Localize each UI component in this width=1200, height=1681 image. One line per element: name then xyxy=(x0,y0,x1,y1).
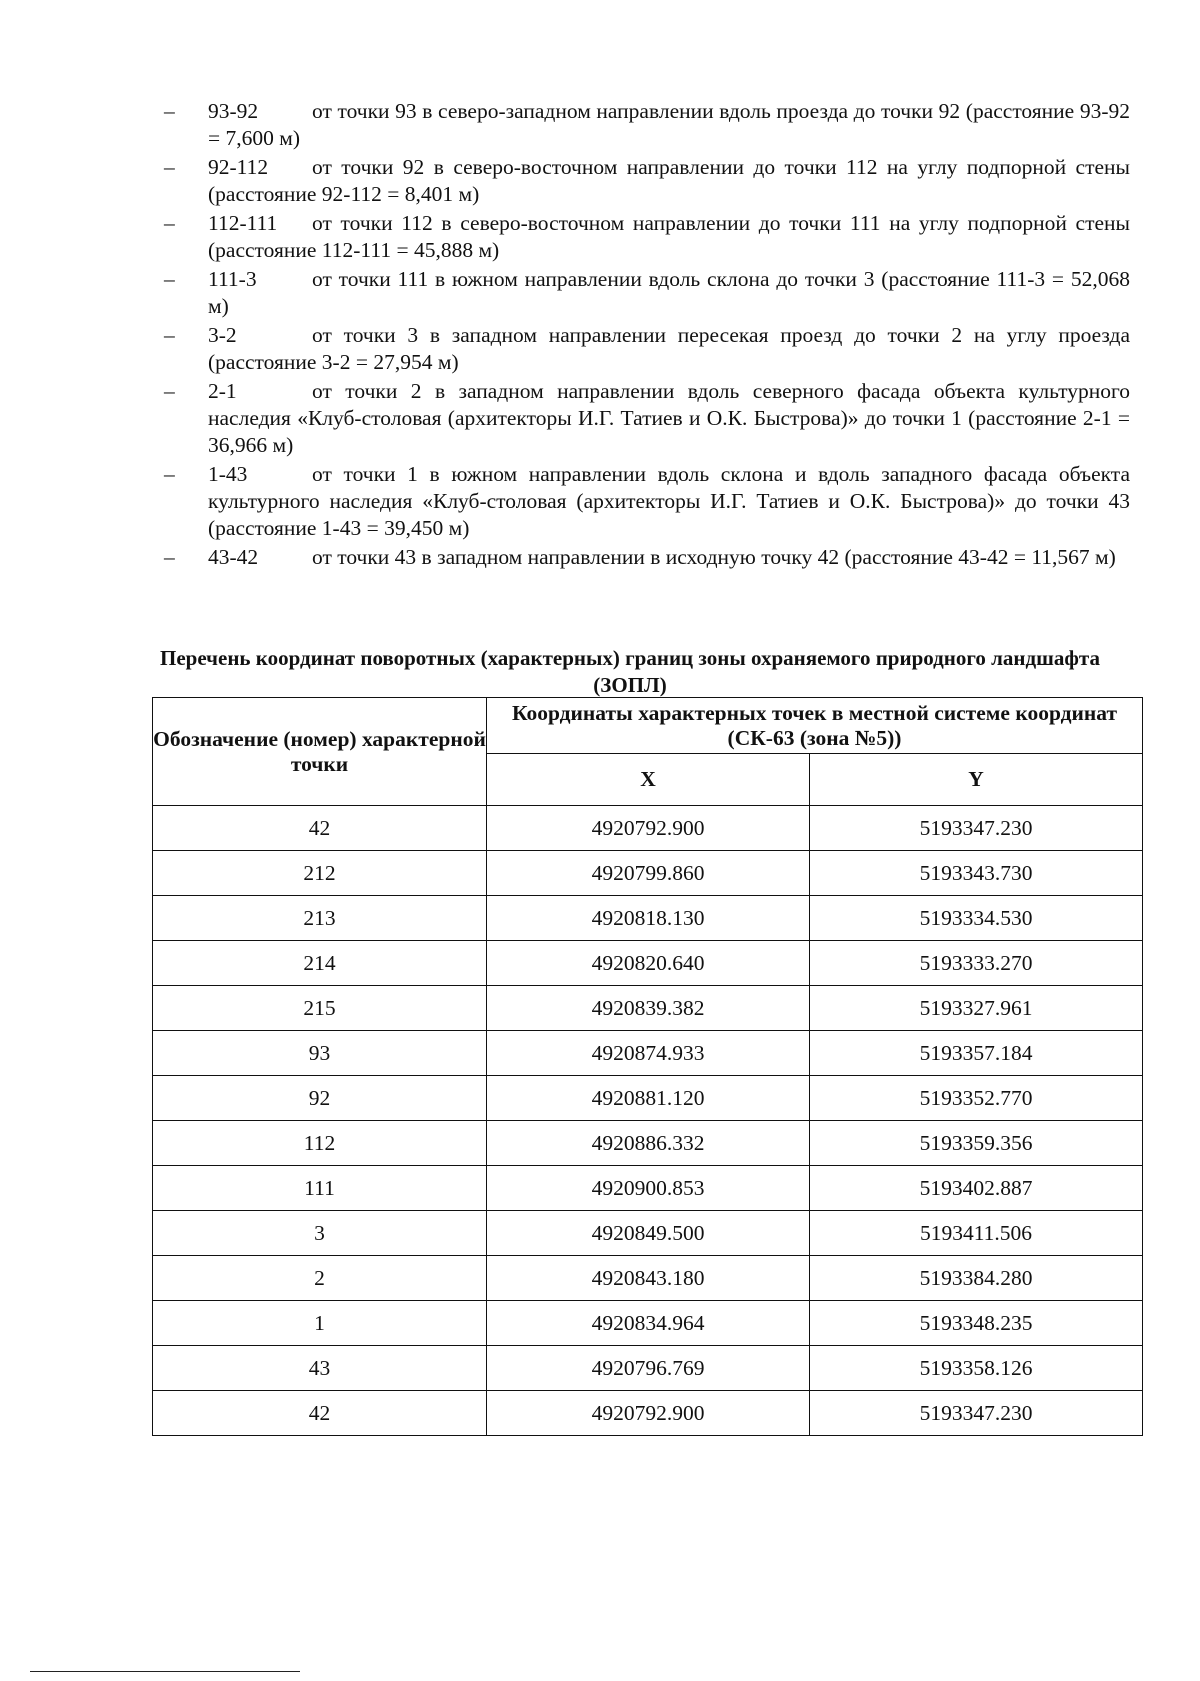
table-title: Перечень координат поворотных (характерных) границ зоны охраняемого природного ландшафта (ЗОПЛ) xyxy=(160,646,1100,697)
x-cell: 4920820.640 xyxy=(487,941,810,986)
table-row xyxy=(153,1121,1143,1166)
y-cell: 5193334.530 xyxy=(810,896,1143,941)
table-row xyxy=(153,806,1143,851)
point-cell: 42 xyxy=(153,1391,487,1436)
segment-label: 43-42 xyxy=(208,545,259,569)
bullet-dash: – xyxy=(164,211,175,235)
x-cell: 4920839.382 xyxy=(487,986,810,1031)
table-row xyxy=(153,1256,1143,1301)
segment-label: 111-3 xyxy=(208,267,257,291)
segment-description: от точки 111 в южном направлении вдоль склона до точки 3 (расстояние 111-3 = 52,068 м) xyxy=(208,267,1130,318)
point-column-header: Обозначение (номер) характерной точки xyxy=(153,698,487,806)
point-cell: 112 xyxy=(153,1121,487,1166)
segment-label: 112-111 xyxy=(208,211,278,235)
table-row xyxy=(153,1031,1143,1076)
x-cell: 4920799.860 xyxy=(487,851,810,896)
table-header-row xyxy=(153,698,1143,754)
x-cell: 4920886.332 xyxy=(487,1121,810,1166)
y-cell: 5193348.235 xyxy=(810,1301,1143,1346)
bullet-dash: – xyxy=(164,545,175,569)
table-row xyxy=(153,851,1143,896)
y-cell: 5193343.730 xyxy=(810,851,1143,896)
segment-item xyxy=(160,154,1130,208)
point-cell: 3 xyxy=(153,1211,487,1256)
segment-description: от точки 43 в западном направлении в исходную точку 42 (расстояние 43-42 = 11,567 м) xyxy=(312,545,1116,569)
table-row xyxy=(153,1211,1143,1256)
x-cell: 4920792.900 xyxy=(487,806,810,851)
bullet-dash: – xyxy=(164,99,175,123)
table-row xyxy=(153,1166,1143,1211)
segment-label: 2-1 xyxy=(208,379,237,403)
point-cell: 1 xyxy=(153,1301,487,1346)
point-cell: 214 xyxy=(153,941,487,986)
segment-item xyxy=(160,266,1130,320)
y-cell: 5193402.887 xyxy=(810,1166,1143,1211)
y-cell: 5193384.280 xyxy=(810,1256,1143,1301)
y-cell: 5193347.230 xyxy=(810,1391,1143,1436)
table-row xyxy=(153,1076,1143,1121)
y-cell: 5193411.506 xyxy=(810,1211,1143,1256)
segment-item xyxy=(160,98,1130,152)
table-row xyxy=(153,1391,1143,1436)
point-cell: 43 xyxy=(153,1346,487,1391)
point-cell: 111 xyxy=(153,1166,487,1211)
bullet-dash: – xyxy=(164,323,175,347)
x-cell: 4920843.180 xyxy=(487,1256,810,1301)
point-cell: 212 xyxy=(153,851,487,896)
coordinates-table xyxy=(152,697,1143,1436)
segment-label: 93-92 xyxy=(208,99,259,123)
bullet-dash: – xyxy=(164,267,175,291)
point-cell: 93 xyxy=(153,1031,487,1076)
point-cell: 2 xyxy=(153,1256,487,1301)
point-cell: 42 xyxy=(153,806,487,851)
table-row xyxy=(153,941,1143,986)
segment-description: от точки 1 в южном направлении вдоль склона и вдоль западного фасада объекта культурного наследия «Клуб-столовая (архитекторы И.Г. Татиев и О.К. Быстрова)» до точки 43 (расстояние 1-43 = 39,450 м) xyxy=(208,462,1130,540)
point-cell: 92 xyxy=(153,1076,487,1121)
x-cell: 4920834.964 xyxy=(487,1301,810,1346)
x-column-header: X xyxy=(487,754,810,806)
bullet-dash: – xyxy=(164,155,175,179)
x-cell: 4920818.130 xyxy=(487,896,810,941)
x-cell: 4920874.933 xyxy=(487,1031,810,1076)
segment-description: от точки 3 в западном направлении пересекая проезд до точки 2 на углу проезда (расстояние 3-2 = 27,954 м) xyxy=(208,323,1130,374)
y-cell: 5193358.126 xyxy=(810,1346,1143,1391)
segment-item xyxy=(160,544,1130,571)
x-cell: 4920792.900 xyxy=(487,1391,810,1436)
y-cell: 5193333.270 xyxy=(810,941,1143,986)
table-row xyxy=(153,986,1143,1031)
segment-description: от точки 92 в северо-восточном направлении до точки 112 на углу подпорной стены (расстояние 92-112 = 8,401 м) xyxy=(208,155,1130,206)
y-cell: 5193359.356 xyxy=(810,1121,1143,1166)
segment-item xyxy=(160,322,1130,376)
y-cell: 5193327.961 xyxy=(810,986,1143,1031)
footnote-separator xyxy=(30,1671,300,1672)
segment-description: от точки 93 в северо-западном направлении вдоль проезда до точки 92 (расстояние 93-92 = 7,600 м) xyxy=(208,99,1130,150)
boundary-segment-list xyxy=(160,98,1130,573)
point-cell: 213 xyxy=(153,896,487,941)
segment-label: 1-43 xyxy=(208,462,248,486)
segment-description: от точки 2 в западном направлении вдоль северного фасада объекта культурного наследия «Клуб-столовая (архитекторы И.Г. Татиев и О.К. Быстрова)» до точки 1 (расстояние 2-1 = 36,966 м) xyxy=(208,379,1130,457)
x-cell: 4920900.853 xyxy=(487,1166,810,1211)
point-cell: 215 xyxy=(153,986,487,1031)
table-row xyxy=(153,896,1143,941)
y-cell: 5193357.184 xyxy=(810,1031,1143,1076)
y-cell: 5193352.770 xyxy=(810,1076,1143,1121)
segment-item xyxy=(160,378,1130,459)
segment-description: от точки 112 в северо-восточном направлении до точки 111 на углу подпорной стены (расстояние 112-111 = 45,888 м) xyxy=(208,211,1130,262)
segment-label: 3-2 xyxy=(208,323,237,347)
x-cell: 4920849.500 xyxy=(487,1211,810,1256)
table-row xyxy=(153,1346,1143,1391)
x-cell: 4920881.120 xyxy=(487,1076,810,1121)
segment-item xyxy=(160,210,1130,264)
coords-column-header: Координаты характерных точек в местной системе координат (СК-63 (зона №5)) xyxy=(487,698,1143,754)
x-cell: 4920796.769 xyxy=(487,1346,810,1391)
segment-label: 92-112 xyxy=(208,155,269,179)
bullet-dash: – xyxy=(164,462,175,486)
segment-item xyxy=(160,461,1130,542)
y-cell: 5193347.230 xyxy=(810,806,1143,851)
y-column-header: Y xyxy=(810,754,1143,806)
table-row xyxy=(153,1301,1143,1346)
bullet-dash: – xyxy=(164,379,175,403)
